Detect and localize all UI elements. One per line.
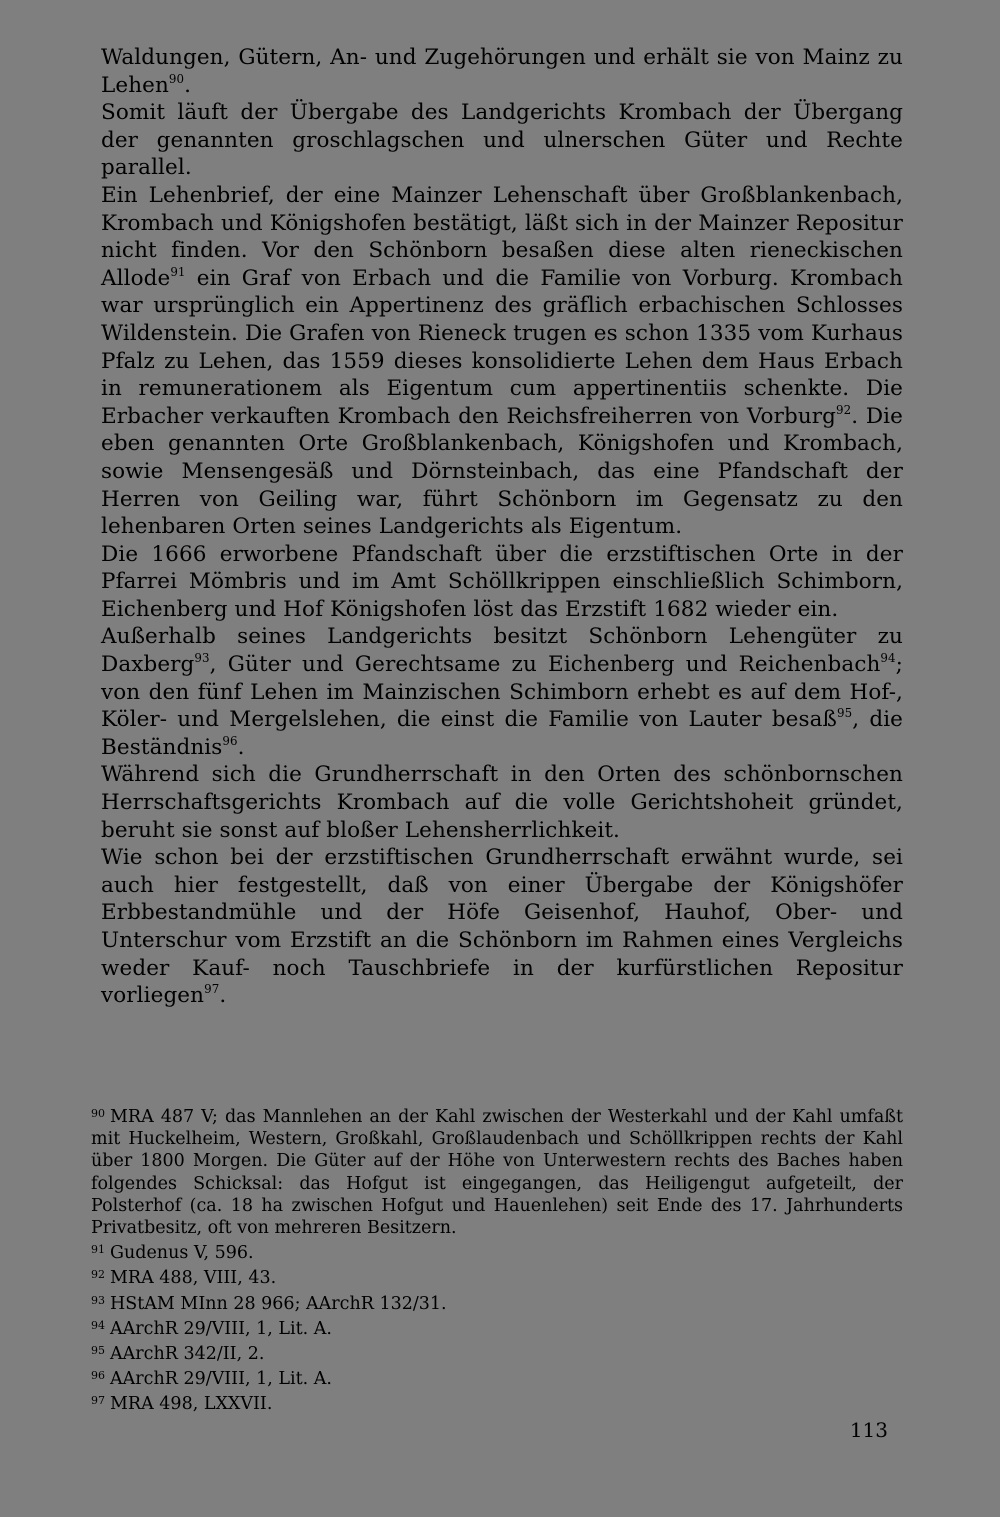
text-run: , Güter und Gerechtsame zu Eichenberg und Reichenbach	[209, 652, 881, 678]
text-run: .	[237, 734, 245, 760]
body-text	[101, 44, 903, 1010]
text-run: Die 1666 erworbene Pfandschaft über die erzstiftischen Orte in der Pfarrei Mömbris und im Amt Schöllkrippen einschließlich Schimborn, Eichenberg und Hof Königshofen löst das Erzstift 1682 wieder ein.	[101, 541, 903, 622]
footnote	[91, 1390, 903, 1415]
footnote	[91, 1340, 903, 1365]
footnote	[91, 1264, 903, 1289]
footnote-text: Gudenus V, 596.	[110, 1243, 254, 1264]
footnote-number: 96	[91, 1369, 105, 1383]
footnote-number: 94	[91, 1318, 105, 1332]
paragraph	[101, 99, 903, 182]
page-number: 113	[849, 1418, 888, 1442]
footnote-number: 91	[91, 1243, 105, 1257]
footnote	[91, 1365, 903, 1390]
paragraph	[101, 182, 903, 541]
footnote-ref: 93	[194, 651, 210, 666]
footnote-number: 97	[91, 1394, 105, 1408]
footnote-ref: 97	[204, 982, 220, 997]
footnote-ref: 92	[836, 402, 852, 417]
footnote-ref: 96	[222, 733, 238, 748]
footnote	[91, 1103, 903, 1239]
footnote-number: 95	[91, 1344, 105, 1358]
footnote-ref: 95	[837, 706, 853, 721]
text-run: , die Beständnis	[101, 707, 904, 760]
text-run: . Die eben genannten Orte Großblankenbach, Königshofen und Krombach, sowie Mensengesäß und Dörnsteinbach, das eine Pfandschaft der Herren von Geiling war, führt Schönborn im Gegensatz zu den lehenbaren Orten seines Landgerichts als Eigentum.	[101, 403, 903, 540]
text-run: Wie schon bei der erzstiftischen Grundherrschaft erwähnt wurde, sei auch hier festgestellt, daß von einer Übergabe der Königshöfer Erbbestandmühle und der Höfe Geisenhof, Hauhof, Ober- und Unterschur vom Erzstift an die Schönborn im Rahmen eines Vergleichs weder Kauf- noch Tauschbriefe in der kurfürstlichen Repositur vorliegen	[101, 845, 903, 1009]
paragraph	[101, 623, 903, 761]
text-run: ; von den fünf Lehen im Mainzischen Schimborn erhebt es auf dem Hof-, Köler- und Mergelslehen, die einst die Familie von Lauter besaß	[101, 652, 903, 733]
paragraph	[101, 541, 903, 624]
footnotes	[91, 1103, 903, 1416]
footnote-text: AArchR 29/VIII, 1, Lit. A.	[110, 1369, 332, 1390]
footnote-text: MRA 488, VIII, 43.	[110, 1268, 277, 1289]
footnote-ref: 94	[880, 651, 896, 666]
text-run: Waldungen, Gütern, An- und Zugehörungen und erhält sie von Mainz zu Lehen	[101, 45, 903, 98]
footnote-text: AArchR 29/VIII, 1, Lit. A.	[110, 1318, 332, 1339]
footnote	[91, 1290, 903, 1315]
footnote-text: HStAM MInn 28 966; AArchR 132/31.	[110, 1293, 447, 1314]
footnote	[91, 1239, 903, 1264]
text-run: Ein Lehenbrief, der eine Mainzer Lehenschaft über Großblankenbach, Krombach und Königshofen bestätigt, läßt sich in der Mainzer Repositur nicht finden. Vor den Schönborn besaßen diese alten rieneckischen Allode	[101, 182, 903, 291]
paragraph	[101, 44, 903, 99]
footnote-text: MRA 487 V; das Mannlehen an der Kahl zwischen der Westerkahl und der Kahl umfaßt mit Huckelheim, Western, Großkahl, Großlaudenbach und Schöllkrippen rechts der Kahl über 1800 Morgen. Die Güter auf der Höhe von Unterwestern rechts des Baches haben folgendes Schicksal: das Hofgut ist eingegangen, das Heiligengut aufgeteilt, der Polsterhof (ca. 18 ha zwischen Hofgut und Hauenlehen) seit Ende des 17. Jahrhunderts Privatbesitz, oft von mehreren Besitzern.	[91, 1107, 903, 1239]
footnote-number: 90	[91, 1107, 105, 1120]
paragraph	[101, 761, 903, 844]
text-run: Während sich die Grundherrschaft in den Orten des schönbornschen Herrschaftsgerichts Krombach auf die volle Gerichtshoheit gründet, beruht sie sonst auf bloßer Lehensherrlichkeit.	[101, 762, 903, 843]
footnote-ref: 90	[168, 71, 185, 86]
text-run: .	[219, 983, 227, 1009]
footnote-text: AArchR 342/II, 2.	[110, 1344, 265, 1365]
text-run: Somit läuft der Übergabe des Landgerichts Krombach der Übergang der genannten groschlagschen und ulnerschen Güter und Rechte parallel.	[101, 100, 903, 181]
footnote	[91, 1315, 903, 1340]
footnote-ref: 91	[170, 264, 186, 279]
text-run: ein Graf von Erbach und die Familie von Vorburg. Krombach war ursprünglich ein Appertinenz des gräflich erbachischen Schlosses Wildenstein. Die Grafen von Rieneck trugen es schon 1335 vom Kurhaus Pfalz zu Lehen, das 1559 dieses konsolidierte Lehen dem Haus Erbach in remunerationem als Eigentum cum appertinentiis schenkte. Die Erbacher verkauften Krombach den Reichsfreiherren von Vorburg	[101, 265, 903, 429]
footnote-number: 92	[91, 1268, 105, 1282]
paragraph	[101, 844, 903, 1010]
text-run: Außerhalb seines Landgerichts besitzt Schönborn Lehengüter zu Daxberg	[101, 624, 903, 678]
footnote-text: MRA 498, LXXVII.	[110, 1394, 273, 1415]
footnote-number: 93	[91, 1293, 105, 1307]
text-run: .	[184, 72, 192, 98]
